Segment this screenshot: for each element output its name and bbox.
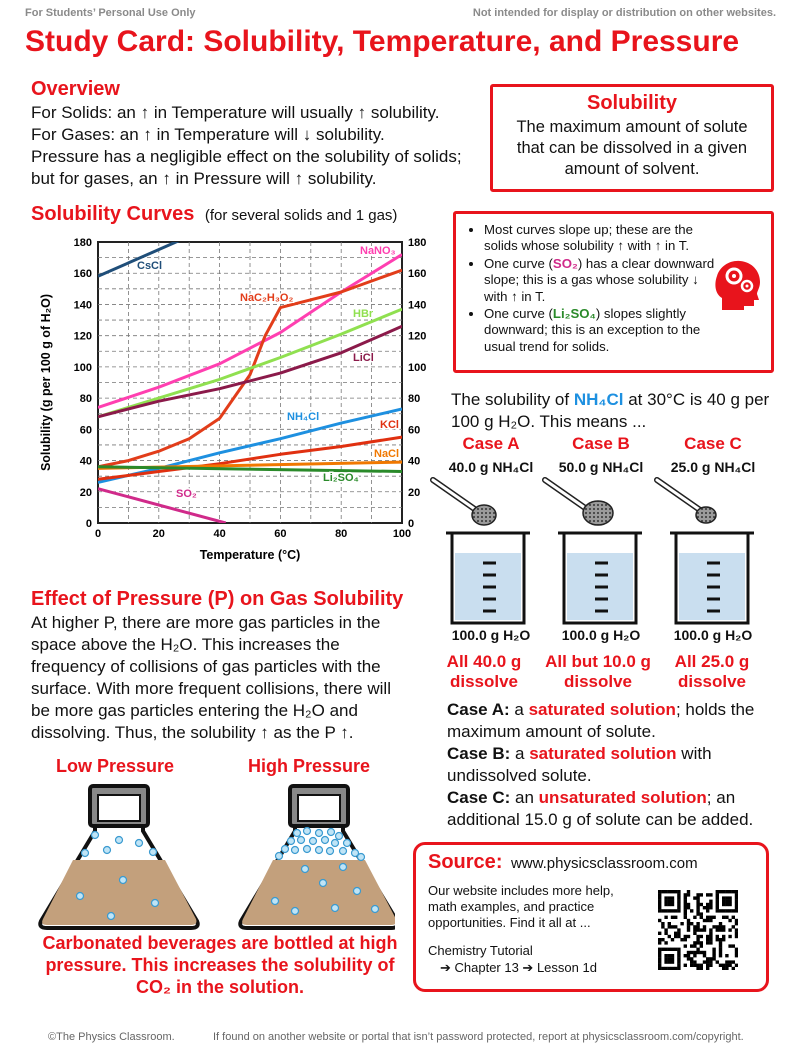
y-tick-label: 0 — [85, 518, 92, 530]
overview-heading: Overview — [31, 78, 120, 100]
x-tick-label: 100 — [392, 528, 412, 540]
overview-line: but for gases, an ↑ in Pressure will ↑ solubility. — [31, 169, 377, 188]
beaker-c — [657, 480, 754, 623]
personal-use-note: For Students’ Personal Use Only — [25, 7, 196, 19]
case-c-mass: 25.0 g NH₄Cl — [670, 459, 756, 475]
y-tick-label-right: 120 — [408, 330, 427, 343]
so2-label: SO₂ — [552, 255, 578, 271]
case-a-label: Case A — [462, 434, 520, 453]
series-label: HBr — [353, 308, 374, 320]
series-label: NaC₂H₃O₂ — [240, 292, 294, 304]
case-c-label: Case C — [684, 434, 742, 453]
overview-line: Pressure has a negligible effect on the solubility of solids; — [31, 147, 462, 166]
y-tick-label: 80 — [79, 393, 92, 406]
case-b-water: 100.0 g H₂O — [561, 627, 641, 643]
series-label: NaNO₃ — [360, 245, 396, 257]
beaker-b — [545, 480, 642, 623]
series-label: NaCl — [374, 448, 400, 460]
series-label: SO₂ — [176, 488, 197, 500]
curves-heading: Solubility Curves — [31, 203, 195, 225]
y-tick-label-right: 160 — [408, 268, 427, 281]
notes-box — [453, 211, 774, 373]
series-label: LiCl — [353, 352, 374, 364]
copyright-report-note: If found on another website or portal that isn’t password protected, report at physicsclassroom.com/copyright. — [213, 1031, 744, 1043]
source-header: Source: www.physicsclassroom.com — [428, 851, 698, 873]
curves-subheading: (for several solids and 1 gas) — [204, 207, 398, 224]
x-tick-label: 40 — [213, 528, 226, 540]
high-pressure-flask — [240, 786, 395, 928]
case-b-result: All but 10.0 g dissolve — [545, 652, 651, 691]
note-item: • One curve (SO₂) has a clear downward slope; this is a gas whose solubility ↓ with ↑ in T. — [484, 256, 722, 305]
y-tick-label: 40 — [79, 455, 92, 468]
case-b-description: Case B: a saturated solution with undissolved solute. — [447, 744, 712, 785]
pressure-conclusion: Carbonated beverages are bottled at high pressure. This increases the solubility of CO₂ in the solution. — [42, 933, 398, 997]
case-a-description: Case A: a saturated solution; holds the maximum amount of solute. — [447, 700, 755, 741]
note-item: • Most curves slope up; these are the solids whose solubility ↑ with ↑ in T. — [484, 222, 722, 255]
y-tick-label-right: 40 — [408, 455, 421, 468]
case-b-label: Case B — [572, 434, 630, 453]
x-tick-label: 0 — [94, 528, 102, 540]
low-pressure-label: Low Pressure — [56, 756, 175, 776]
y-tick-label-right: 100 — [408, 361, 427, 374]
series-label: NH₄Cl — [287, 411, 320, 423]
y-tick-label-right: 180 — [408, 237, 427, 249]
case-c-water: 100.0 g H₂O — [673, 627, 753, 643]
y-tick-label-right: 20 — [408, 486, 421, 499]
note-item: • One curve (Li₂SO₄) slopes slightly downward; this is an exception to the usual trend for solids. — [484, 306, 722, 355]
case-a-result: All 40.0 g dissolve — [446, 652, 522, 691]
y-tick-label: 100 — [73, 361, 92, 374]
case-a-water: 100.0 g H₂O — [451, 627, 531, 643]
tutorial-label: Chemistry Tutorial — [428, 943, 533, 958]
y-tick-label-right: 140 — [408, 299, 427, 312]
series-label: Li₂SO₄ — [323, 472, 359, 484]
pressure-text: At higher P, there are more gas particles in the space above the H₂O. This increases the frequency of collisions of gas particles with the surface. With more frequent collisions, there will be more gas particles entering the H₂O and dissolving. Thus, the solubility ↑ as the P ↑. — [31, 613, 391, 742]
overview-text — [31, 102, 491, 190]
source-label: Source — [428, 851, 496, 873]
definition-box — [490, 84, 774, 192]
y-tick-label-right: 60 — [408, 424, 421, 437]
overview-line: For Solids: an ↑ in Temperature will usually ↑ solubility. — [31, 103, 440, 122]
y-tick-label-right: 0 — [408, 518, 415, 530]
nh4cl-label: NH₄Cl — [573, 390, 624, 409]
x-tick-label: 60 — [274, 528, 287, 540]
li2so4-label: Li₂SO₄ — [552, 306, 596, 322]
y-tick-label: 160 — [73, 268, 92, 281]
case-a-mass: 40.0 g NH₄Cl — [448, 459, 534, 475]
beaker-a — [433, 480, 530, 623]
flasks-illustration — [35, 783, 395, 933]
low-pressure-flask — [40, 786, 198, 928]
source-url[interactable]: www.physicsclassroom.com — [510, 855, 698, 872]
lesson-path[interactable]: ➔ Chapter 13 ➔ Lesson 1d — [440, 960, 597, 975]
case-descriptions — [447, 699, 777, 831]
overview-line: For Gases: an ↑ in Temperature will ↓ solubility. — [31, 125, 385, 144]
y-axis-label: Solubility (g per 100 g of H₂O) — [39, 293, 53, 472]
x-tick-label: 20 — [152, 528, 165, 540]
y-tick-label: 140 — [73, 299, 92, 312]
series-label: CsCl — [137, 260, 163, 272]
y-tick-label: 180 — [73, 237, 92, 249]
definition-text: The maximum amount of solute that can be dissolved in a given amount of solvent. — [516, 118, 748, 178]
copyright-note: ©The Physics Classroom. — [48, 1031, 175, 1043]
case-c-description: Case C: an unsaturated solution; an additional 15.0 g of solute can be added. — [447, 788, 754, 829]
cases-intro: The solubility of NH₄Cl at 30°C is 40 g per 100 g H₂O. This means ... — [451, 390, 770, 431]
qr-code-icon[interactable] — [658, 890, 738, 970]
curves-header — [31, 203, 397, 226]
y-tick-label: 60 — [79, 424, 92, 437]
solubility-chart — [10, 225, 440, 565]
case-b-mass: 50.0 g NH₄Cl — [558, 459, 644, 475]
series-label: KCl — [380, 419, 399, 431]
x-tick-label: 80 — [335, 528, 348, 540]
pressure-heading: Effect of Pressure (P) on Gas Solubility — [31, 588, 404, 610]
distribution-note: Not intended for display or distribution on other websites. — [472, 7, 776, 19]
y-tick-label-right: 80 — [408, 393, 421, 406]
case-c-result: All 25.0 g dissolve — [674, 652, 750, 691]
beakers-illustration — [428, 475, 773, 630]
source-box — [413, 842, 769, 992]
y-tick-label: 20 — [79, 486, 92, 499]
y-tick-label: 120 — [73, 330, 92, 343]
brain-gears-icon — [712, 254, 764, 314]
page-title: Study Card: Solubility, Temperature, and Pressure — [25, 25, 740, 58]
definition-heading: Solubility — [587, 92, 677, 114]
source-text: Our website includes more help, math examples, and practice opportunities. Find it all at ... — [428, 883, 614, 930]
high-pressure-label: High Pressure — [248, 756, 371, 776]
x-axis-label: Temperature (°C) — [199, 548, 301, 562]
